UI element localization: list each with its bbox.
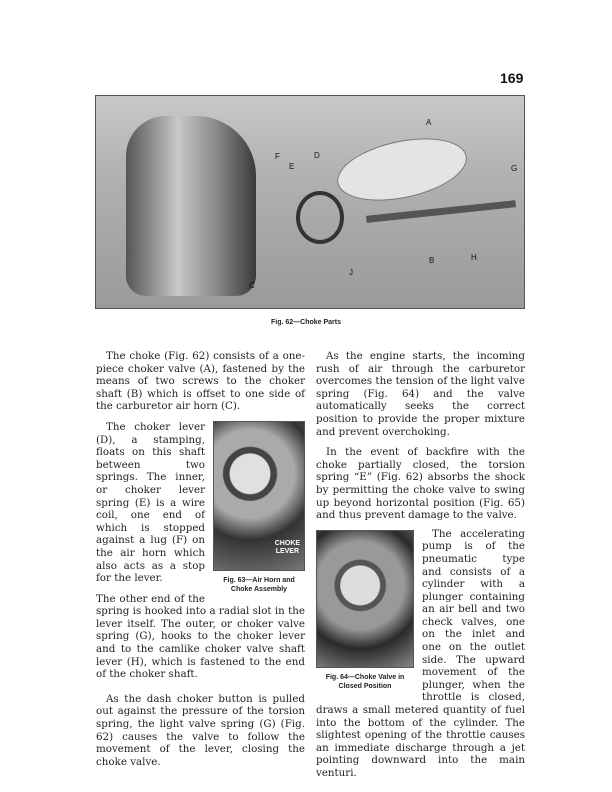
figure-63-air-horn-photo xyxy=(213,421,305,571)
figure-64-caption: Fig. 64—Choke Valve in Closed Position xyxy=(325,673,405,690)
figure-62-choke-parts-photo xyxy=(95,95,525,309)
left-column xyxy=(96,350,305,776)
right-column xyxy=(316,350,525,788)
figure-62-caption: Fig. 62—Choke Parts xyxy=(270,319,342,326)
paragraph: As the engine starts, the incoming rush of air through the carburetor overcomes the tension of the light valve spring (Fig. 64) and the valve automatically seeks the correct position to provide the proper mixture and prevent overchoking. xyxy=(316,350,525,438)
figure-64-choke-valve-photo xyxy=(316,530,414,668)
label-j: J xyxy=(349,268,353,277)
label-c: C xyxy=(249,281,255,290)
paragraph: The choker lever (D), a stamping, floats on this shaft between two springs. The inner, or choker lever spring (E) is a wire coil, one end of which is stopped against a lug (F) on the air horn which also acts as a stop for the lever. xyxy=(96,420,205,585)
page-number: 169 xyxy=(500,70,524,86)
air-horn-part xyxy=(126,116,256,296)
figure-64 xyxy=(316,530,414,691)
paragraph: In the event of backfire with the choke partially closed, the torsion spring “E” (Fig. 62) absorbs the shock by permitting the choke valve to swing up beyond horizontal position (Fig. 65) and thus prevent damage to the valve. xyxy=(316,446,525,522)
paragraph: As the dash choker button is pulled out against the pressure of the torsion spring, the light valve spring (G) (Fig. 62) causes the valve to follow the movement of the lever, closing the choke valve. xyxy=(96,692,305,768)
figure-63 xyxy=(213,421,305,594)
label-e: E xyxy=(289,162,295,171)
choke-valve-disc xyxy=(332,128,473,211)
label-d: D xyxy=(314,151,320,160)
figure-63-caption: Fig. 63—Air Horn and Choke Assembly xyxy=(223,576,295,593)
label-g: G xyxy=(511,164,518,173)
paragraph: The accelerating pump is of the pneumatic type and consists of a cylinder with a plunger containing an air bell and two check valves, one on the inlet and one on the outlet side. The upward movement of the plunger, when the throttle is closed, draws a small metered quantity of fuel into the bottom of the cylinder. The slightest opening of the throttle causes an immediate discharge through a jet pointing downward into the main venturi. xyxy=(316,527,525,779)
paragraph: The choke (Fig. 62) consists of a one-piece choker valve (A), fastened by the means of two screws to the choker shaft (B) which is offset to one side of the carburetor air horn (C). xyxy=(96,350,305,413)
label-h: H xyxy=(471,253,477,262)
lever-spring-part xyxy=(296,191,344,244)
tag-line: LEVER xyxy=(275,547,300,555)
choke-lever-tag xyxy=(275,540,300,556)
label-f: F xyxy=(275,152,280,161)
paragraph: The other end of the spring is hooked into a radial slot in the lever itself. The outer, or choker valve spring (G), hooks to the choker lever and to the camlike choker valve shaft lever (H), which is fastened to the end of the choker shaft. xyxy=(96,592,305,681)
label-b: B xyxy=(429,256,435,265)
label-a: A xyxy=(426,118,432,127)
tag-line: CHOKE xyxy=(274,539,300,547)
choker-shaft xyxy=(366,200,516,223)
